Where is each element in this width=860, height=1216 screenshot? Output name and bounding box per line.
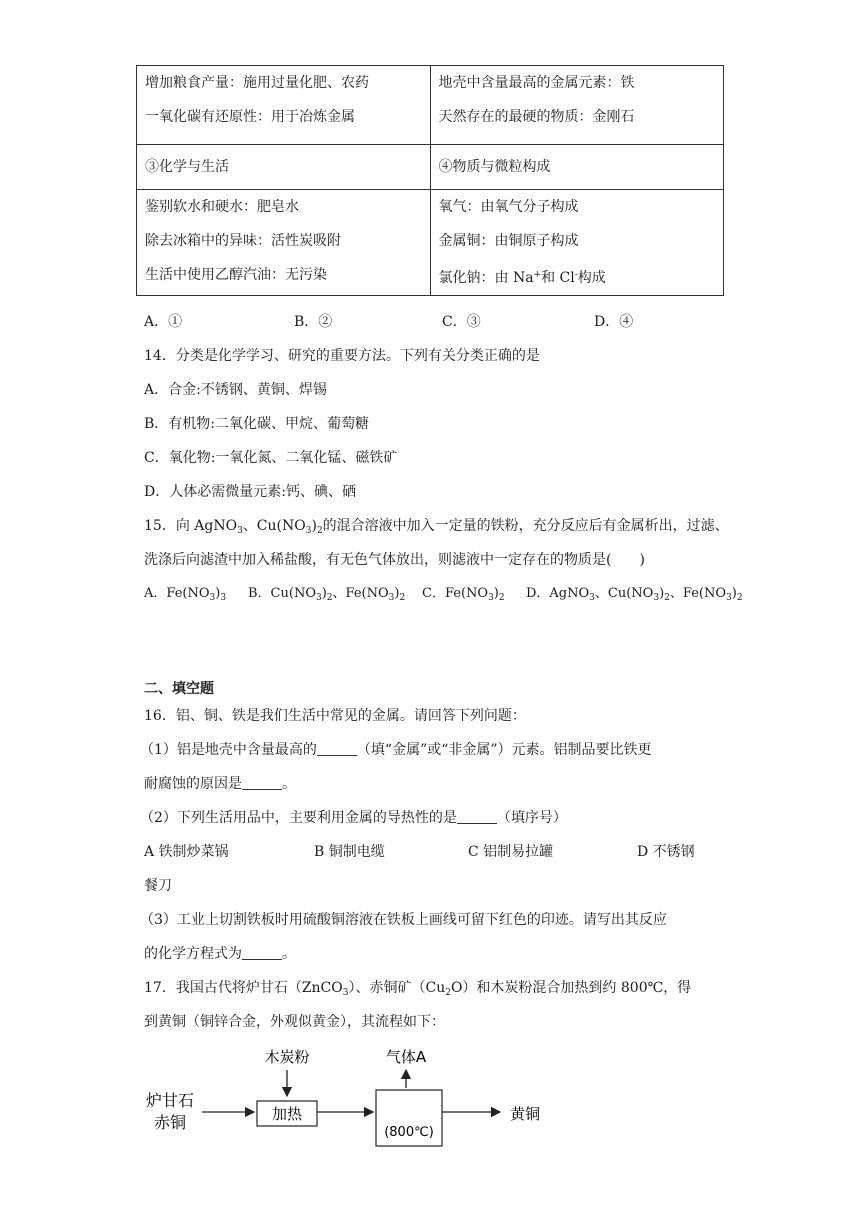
text: 、Fe(NO: [669, 586, 726, 601]
text: B．Cu(NO: [248, 586, 316, 601]
option-b[interactable]: B．②: [294, 314, 333, 330]
subscript: 3: [589, 593, 595, 603]
text: 耐腐蚀的原因是: [144, 776, 242, 792]
text: 、Cu(NO: [242, 518, 306, 534]
subscript: 3: [220, 593, 227, 603]
flow-gas-label: 气体A: [385, 1048, 427, 1066]
subscript: 2: [664, 593, 670, 603]
cell-line: 鉴别软水和硬水：肥皂水: [145, 199, 299, 215]
text: 。: [282, 776, 296, 792]
q15-option-c[interactable]: [422, 584, 526, 608]
text: （2）下列生活用品中，主要利用金属的导热性的是: [140, 810, 457, 826]
text: O）和木炭粉混合加热到约 800℃，得: [450, 980, 692, 996]
flow-input-2: 赤铜: [153, 1113, 187, 1132]
q16-part1-line1: [140, 740, 652, 760]
q16-option-a[interactable]: A 铁制炒菜锅: [144, 844, 229, 860]
superscript: -: [574, 270, 578, 280]
text: ): [311, 518, 317, 534]
text: ): [493, 586, 499, 601]
option-d[interactable]: D．④: [594, 314, 634, 330]
cell-line: 金属铜：由铜原子构成: [438, 233, 579, 249]
q16-stem: 16．铝、铜、铁是我们生活中常见的金属。请回答下列问题：: [144, 708, 526, 724]
table-row: [137, 145, 724, 190]
text: ): [321, 586, 327, 601]
answer-blank[interactable]: [457, 809, 497, 824]
table-cell: [137, 190, 431, 296]
q15-options: [144, 584, 743, 608]
text: ): [215, 586, 221, 601]
text: D．AgNO: [526, 586, 590, 601]
answer-blank[interactable]: [242, 775, 282, 790]
flow-heat-label: 加热: [271, 1105, 303, 1123]
text: 的混合溶液中加入一定量的铁粉，充分反应后有金属析出，过滤、: [322, 518, 729, 534]
q14-option-a[interactable]: A．合金:不锈钢、黄铜、焊锡: [144, 382, 327, 398]
text: 的化学方程式为: [144, 946, 242, 962]
subscript: 2: [445, 988, 451, 998]
subscript: 3: [315, 593, 322, 603]
cell-line: 地壳中含量最高的金属元素：铁: [438, 75, 635, 91]
cell-line: [439, 258, 716, 292]
text: ）、赤铜矿（Cu: [348, 980, 446, 996]
answer-blank[interactable]: [317, 741, 357, 756]
text: 15．向 AgNO: [144, 518, 238, 534]
flow-charcoal-label: 木炭粉: [264, 1048, 310, 1066]
table-cell: [430, 66, 724, 145]
superscript: +: [533, 270, 542, 280]
text: （填“金属”或“非金属”）元素。铝制品要比铁更: [356, 742, 652, 758]
subscript: 3: [209, 593, 216, 603]
subscript: 2: [326, 593, 333, 603]
cell-line: 氧气：由氧气分子构成: [438, 199, 579, 215]
subscript: 3: [653, 593, 660, 603]
subscript: 3: [342, 988, 349, 998]
flowchart: [130, 1040, 570, 1160]
text: ): [394, 586, 400, 601]
cell-line: 生活中使用乙醇汽油：无污染: [145, 267, 327, 283]
q17-stem-line2: 到黄铜（铜锌合金，外观似黄金），其流程如下：: [144, 1014, 445, 1030]
text: ): [731, 586, 737, 601]
subscript: 3: [305, 526, 312, 536]
q16-option-d-wrap: 餐刀: [144, 878, 172, 894]
subscript: 2: [399, 593, 406, 603]
text: 17．我国古代将炉甘石（ZnCO: [144, 980, 343, 996]
text: C．Fe(NO: [422, 586, 489, 601]
table-row: [137, 66, 724, 145]
text: 、Fe(NO: [332, 586, 389, 601]
q13-options: [144, 312, 633, 332]
q15-option-a[interactable]: [144, 584, 248, 608]
text: （填序号）: [496, 810, 567, 826]
q16-part2: [140, 808, 567, 828]
flow-temp-label: (800℃): [384, 1125, 434, 1140]
q16-part3-line2: [144, 944, 296, 964]
text: A．Fe(NO: [144, 586, 210, 601]
text: 和 Cl: [541, 270, 575, 286]
q15-option-d[interactable]: [526, 584, 743, 608]
cell-line: 增加粮食产量：施用过量化肥、农药: [145, 75, 369, 91]
flow-input-1: 炉甘石: [145, 1091, 195, 1110]
subscript: 2: [316, 526, 323, 536]
q16-part1-line2: [144, 774, 296, 794]
q15-option-b[interactable]: [248, 584, 422, 608]
subscript: 3: [237, 526, 243, 536]
cell-line: 天然存在的最硬的物质：金刚石: [438, 109, 635, 125]
option-c[interactable]: C．③: [442, 314, 481, 330]
option-a[interactable]: A．①: [144, 314, 183, 330]
text: 、Cu(NO: [594, 586, 654, 601]
subscript: 2: [736, 593, 743, 603]
q16-option-d[interactable]: D 不锈钢: [637, 844, 695, 860]
table-cell: ③化学与生活: [137, 145, 431, 190]
cell-line: 一氧化碳有还原性：用于冶炼金属: [145, 109, 355, 125]
q16-option-c[interactable]: C 铝制易拉罐: [468, 844, 554, 860]
table-row: [137, 190, 724, 296]
knowledge-table: [136, 65, 724, 296]
text: （1）铝是地壳中含量最高的: [140, 742, 317, 758]
q14-option-c[interactable]: C．氧化物:一氧化氮、二氧化锰、磁铁矿: [144, 450, 398, 466]
q14-option-b[interactable]: B．有机物:二氧化碳、甲烷、葡萄糖: [144, 416, 370, 432]
table-cell: [430, 190, 724, 296]
section-title: 二、填空题: [144, 681, 214, 697]
table-cell: [137, 66, 431, 145]
flow-product-label: 黄铜: [509, 1105, 541, 1123]
q16-options: [144, 842, 695, 862]
q15-stem-line1: [144, 516, 729, 541]
text: 氯化钠：由 Na: [438, 270, 534, 286]
answer-blank[interactable]: [242, 945, 282, 960]
q14-option-d[interactable]: D．人体必需微量元素:钙、碘、硒: [144, 484, 356, 500]
text: 。: [282, 946, 296, 962]
table-cell: ④物质与微粒构成: [430, 145, 724, 190]
text: ): [659, 586, 665, 601]
subscript: 3: [388, 593, 395, 603]
cell-line: 除去冰箱中的异味：活性炭吸附: [145, 233, 341, 249]
q14-stem: 14．分类是化学学习、研究的重要方法。下列有关分类正确的是: [144, 348, 540, 364]
text: 构成: [577, 270, 606, 286]
q16-part3-line1: （3）工业上切割铁板时用硫酸铜溶液在铁板上画线可留下红色的印迹。请写出其反应: [140, 912, 667, 928]
q15-stem-line2: 洗涤后向滤渣中加入稀盐酸，有无色气体放出，则滤液中一定存在的物质是( ): [144, 552, 645, 568]
subscript: 3: [488, 593, 494, 603]
subscript: 3: [726, 593, 732, 603]
subscript: 2: [498, 593, 505, 603]
q16-option-b[interactable]: B 铜制电缆: [314, 844, 385, 860]
q17-stem-line1: [144, 978, 691, 1003]
